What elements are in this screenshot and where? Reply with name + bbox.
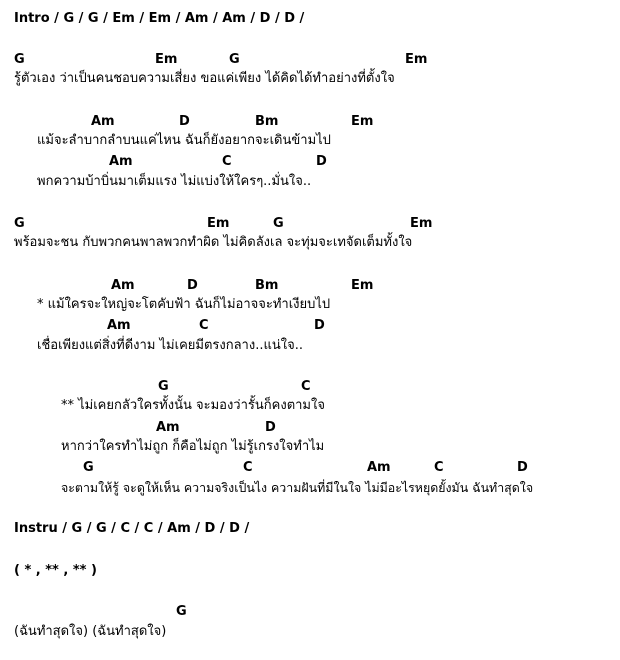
chord-label: G <box>273 216 284 231</box>
lyric-line: (ฉันทำสุดใจ) (ฉันทำสุดใจ) <box>14 624 167 639</box>
chord-label: D <box>179 114 190 129</box>
chord-label: Em <box>405 52 428 67</box>
chord-label: C <box>243 460 253 475</box>
chord-label: D <box>187 278 198 293</box>
chord-label: G <box>14 216 25 231</box>
intro-line: Intro / G / G / Em / Em / Am / Am / D / D / <box>14 11 305 26</box>
lyric-line: แม้จะลำบากลำบนแค่ไหน ฉันก็ยังอยากจะเดินข้ามไป <box>37 133 331 148</box>
chord-label: Am <box>111 278 135 293</box>
lyric-line: * แม้ใครจะใหญ่จะโตคับฟ้า ฉันก็ไม่อาจจะทำเงียบไป <box>37 297 331 312</box>
chord-label: Em <box>207 216 230 231</box>
chord-label: C <box>222 154 232 169</box>
chord-label: C <box>301 379 311 394</box>
chord-label: Am <box>367 460 391 475</box>
chord-label: C <box>199 318 209 333</box>
lyric-line: รู้ตัวเอง ว่าเป็นคนชอบความเสี่ยง ขอแค่เพียง ได้คิดได้ทำอย่างที่ตั้งใจ <box>14 71 395 86</box>
chord-label: Bm <box>255 278 279 293</box>
lyric-line: พร้อมจะชน กับพวกคนพาลพวกทำผิด ไม่คิดลังเล จะทุ่มจะเทจัดเต็มทั้งใจ <box>14 235 413 250</box>
chord-label: D <box>314 318 325 333</box>
chord-label: D <box>265 420 276 435</box>
repeat-line: ( * , ** , ** ) <box>14 563 97 578</box>
chord-label: Am <box>109 154 133 169</box>
instru-line: Instru / G / G / C / C / Am / D / D / <box>14 521 250 536</box>
chord-label: Em <box>155 52 178 67</box>
lyric-line: ** ไม่เคยกลัวใครทั้งนั้น จะมองว่ารั้นก็คงตามใจ <box>61 398 325 413</box>
chord-label: Em <box>351 114 374 129</box>
lyric-line: พกความบ้าบิ่นมาเต็มแรง ไม่แบ่งให้ใครๆ..มั่นใจ.. <box>37 174 312 189</box>
chord-label: Bm <box>255 114 279 129</box>
chord-label: Em <box>351 278 374 293</box>
chord-label: Am <box>156 420 180 435</box>
chord-label: Am <box>107 318 131 333</box>
chord-label: G <box>83 460 94 475</box>
chord-label: Am <box>91 114 115 129</box>
chord-label: G <box>158 379 169 394</box>
chord-label: Em <box>410 216 433 231</box>
chord-label: D <box>316 154 327 169</box>
chord-label: G <box>176 604 187 619</box>
lyric-line: เชื่อเพียงแต่สิ่งที่ดีงาม ไม่เคยมีตรงกลาง..แน่ใจ.. <box>37 338 303 353</box>
lyric-line: หากว่าใครทำไม่ถูก ก็คือไม่ถูก ไม่รู้เกรงใจทำไม <box>61 439 325 454</box>
chord-label: G <box>229 52 240 67</box>
chord-label: C <box>434 460 444 475</box>
lyric-line: จะตามให้รู้ จะดูให้เห็น ความจริงเป็นไง ความฝันที่มีในใจ ไม่มีอะไรหยุดยั้งมัน ฉันทำสุดใจ <box>61 480 534 495</box>
chord-label: G <box>14 52 25 67</box>
chord-label: D <box>517 460 528 475</box>
